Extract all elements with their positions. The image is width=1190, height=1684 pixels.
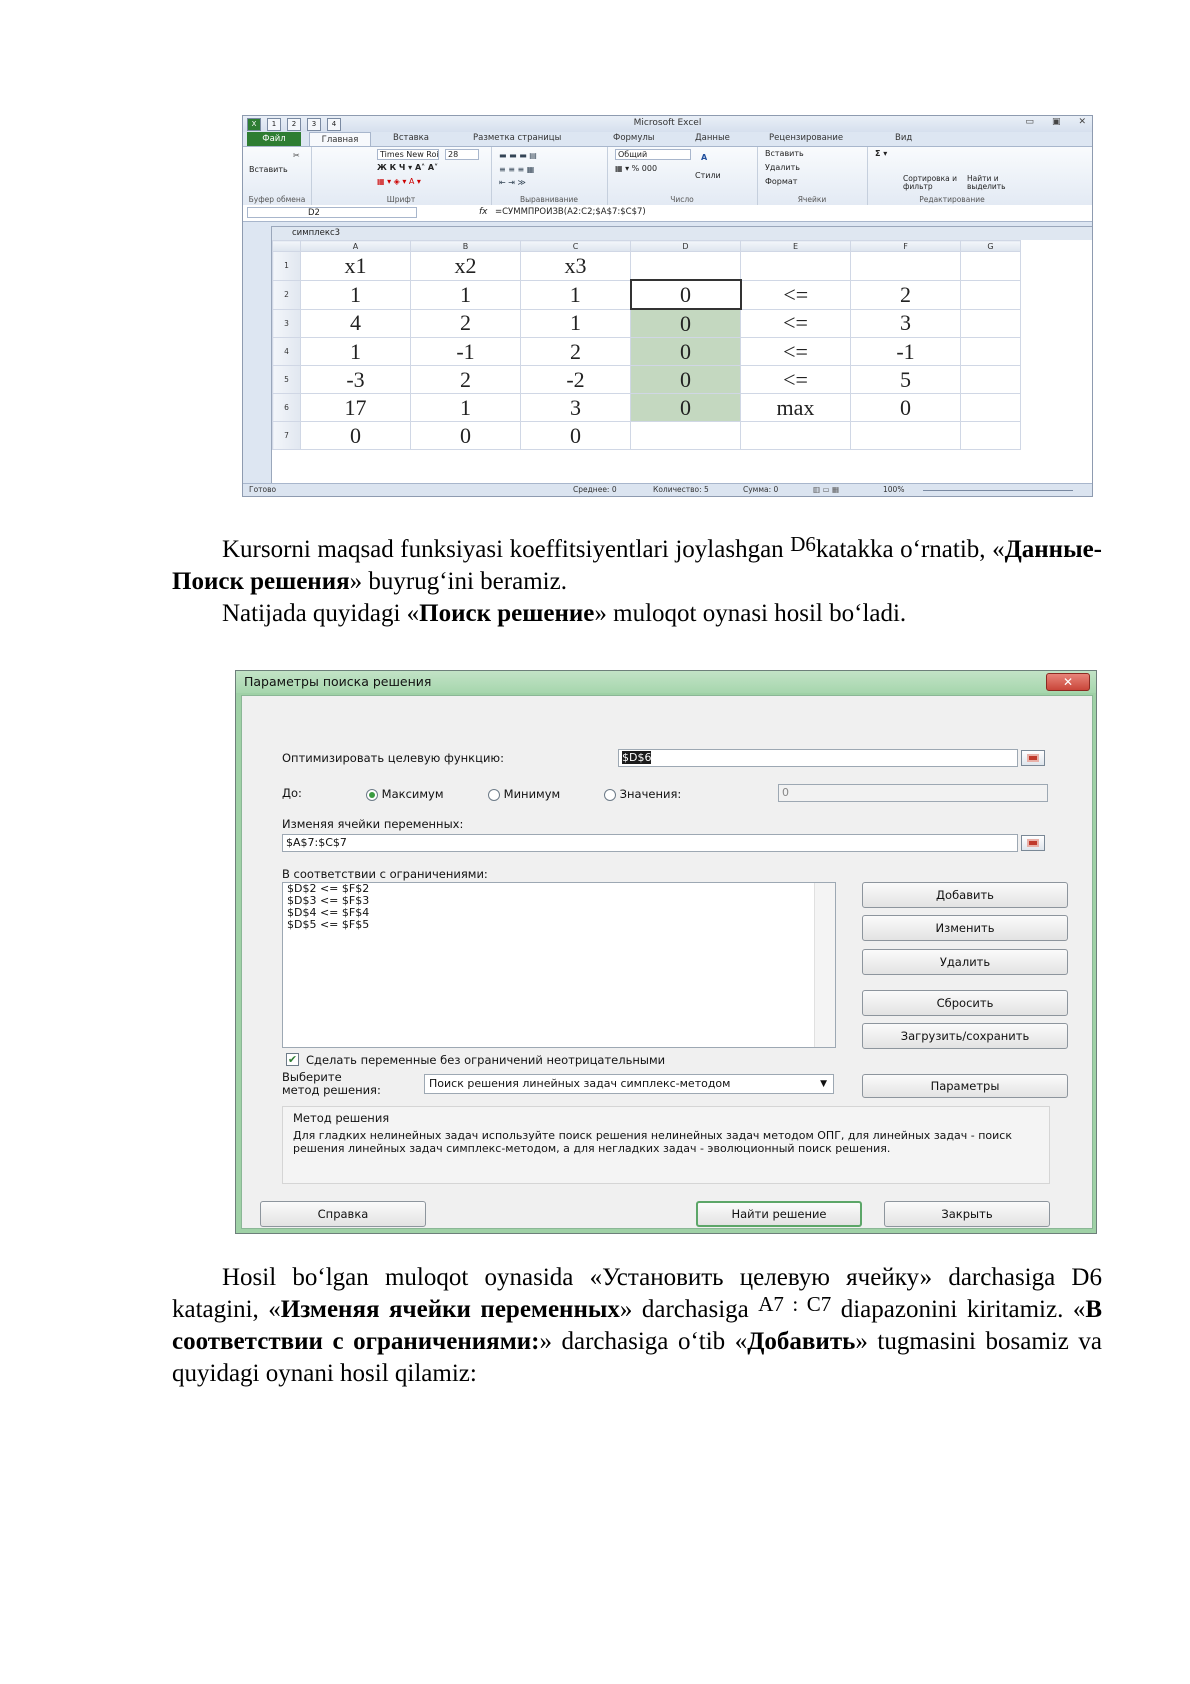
number-format-select[interactable]: Общий bbox=[615, 149, 691, 160]
number-group-label: Число bbox=[670, 195, 694, 204]
delete-button[interactable]: Удалить bbox=[862, 949, 1068, 975]
row-header[interactable]: 7 bbox=[273, 422, 301, 450]
excel-titlebar bbox=[243, 116, 1092, 132]
minimize-icon[interactable]: ▭ bbox=[1025, 117, 1034, 127]
cell[interactable]: <= bbox=[741, 280, 851, 309]
formula-bar bbox=[243, 205, 1092, 222]
sheet-row bbox=[273, 252, 1021, 281]
styles-icon[interactable]: A bbox=[701, 153, 708, 162]
workbook-title: симплекс3 bbox=[272, 227, 1093, 240]
fx-icon[interactable]: fx bbox=[479, 207, 488, 217]
column-header[interactable]: B bbox=[411, 241, 521, 252]
objective-label: Оптимизировать целевую функцию: bbox=[282, 751, 504, 765]
cell[interactable]: x3 bbox=[521, 252, 631, 281]
paragraph-2 bbox=[172, 598, 1102, 630]
radio-value[interactable] bbox=[604, 787, 681, 801]
nonneg-label: Сделать переменные без ограничений неотрицательными bbox=[306, 1053, 666, 1067]
cell[interactable]: x2 bbox=[411, 252, 521, 281]
cell[interactable]: 1 bbox=[301, 280, 411, 309]
cell[interactable] bbox=[961, 252, 1021, 281]
row-header[interactable]: 2 bbox=[273, 280, 301, 309]
radio-button-icon bbox=[366, 789, 378, 801]
method-label-line1: Выберите bbox=[282, 1070, 342, 1084]
radio-max[interactable] bbox=[366, 787, 444, 801]
bold-italic-underline-buttons[interactable]: Ж К Ч ▾ A˄ A˅ bbox=[377, 163, 439, 172]
find-select-button[interactable]: Найти и выделить bbox=[967, 174, 1006, 191]
para1-text-3: » buyrug‘ini beramiz. bbox=[349, 568, 567, 595]
cell[interactable]: <= bbox=[741, 366, 851, 394]
tab-insert[interactable]: Вставка bbox=[393, 133, 430, 143]
add-button[interactable]: Добавить bbox=[862, 882, 1068, 908]
para2-bold: Поиск решение bbox=[419, 600, 595, 627]
clipboard-group bbox=[243, 147, 312, 205]
excel-icon[interactable]: X bbox=[247, 118, 261, 131]
radio-min-label: Минимум bbox=[503, 787, 561, 801]
cell[interactable]: 2 bbox=[521, 338, 631, 366]
para3-bold-3: Добавить bbox=[747, 1328, 856, 1355]
cell[interactable]: 2 bbox=[851, 280, 961, 309]
cell[interactable]: 3 bbox=[521, 394, 631, 422]
ribbon bbox=[243, 146, 1092, 206]
select-all-corner[interactable] bbox=[273, 241, 301, 252]
view-buttons[interactable]: ▥ ▭ ▦ bbox=[813, 485, 840, 494]
method-select-value: Поиск решения линейных задач симплекс-методом bbox=[429, 1077, 731, 1090]
percent-format-button[interactable]: ▦ ▾ % 000 bbox=[615, 164, 658, 173]
cell[interactable]: 3 bbox=[851, 309, 961, 338]
radio-button-icon bbox=[488, 789, 500, 801]
radio-value-label: Значения: bbox=[619, 787, 682, 801]
cell[interactable]: x1 bbox=[301, 252, 411, 281]
cell[interactable] bbox=[631, 252, 741, 281]
column-header[interactable]: C bbox=[521, 241, 631, 252]
para3-bold-1: Изменяя ячейки переменных bbox=[280, 1296, 620, 1323]
cell[interactable]: max bbox=[741, 394, 851, 422]
paragraph-1 bbox=[172, 534, 1102, 598]
font-color-button[interactable]: ▦ ▾ ◈ ▾ A ▾ bbox=[377, 177, 421, 186]
redo-icon[interactable]: 3 bbox=[307, 118, 321, 131]
font-group-label: Шрифт bbox=[386, 195, 416, 204]
cell[interactable] bbox=[741, 422, 851, 450]
column-header-row bbox=[273, 241, 1021, 252]
method-select[interactable] bbox=[424, 1074, 834, 1094]
save-icon[interactable]: 1 bbox=[267, 118, 281, 131]
font-size-select[interactable]: 28 bbox=[445, 149, 479, 160]
paragraph-3 bbox=[172, 1262, 1102, 1390]
method-label bbox=[282, 1071, 381, 1097]
scrollbar[interactable] bbox=[814, 883, 835, 1047]
method-group-title: Метод решения bbox=[293, 1111, 390, 1125]
para1-bold-command: Данные- Поиск решения bbox=[172, 536, 1103, 595]
dialog-body bbox=[241, 695, 1093, 1229]
solve-button[interactable]: Найти решение bbox=[696, 1201, 862, 1227]
constraints-list[interactable] bbox=[282, 882, 836, 1048]
cell[interactable] bbox=[961, 338, 1021, 366]
status-bar bbox=[243, 483, 1092, 496]
close-icon[interactable]: ✕ bbox=[1046, 673, 1090, 691]
row-header[interactable]: 3 bbox=[273, 309, 301, 338]
cell[interactable]: 17 bbox=[301, 394, 411, 422]
row-header[interactable]: 4 bbox=[273, 338, 301, 366]
radio-button-icon bbox=[604, 789, 616, 801]
tab-home[interactable]: Главная bbox=[309, 132, 371, 147]
ribbon-tabs bbox=[243, 132, 1092, 146]
font-group bbox=[311, 147, 492, 205]
excel-screenshot bbox=[242, 115, 1093, 497]
cell[interactable]: <= bbox=[741, 338, 851, 366]
cell[interactable]: 5 bbox=[851, 366, 961, 394]
para1-text: Kursorni maqsad funksiyasi koeffitsiyentlari joylashgan bbox=[222, 536, 791, 563]
column-header[interactable]: A bbox=[301, 241, 411, 252]
cell[interactable]: 1 bbox=[411, 394, 521, 422]
nonneg-checkbox[interactable]: ✔ bbox=[287, 1053, 298, 1066]
alignment-group bbox=[491, 147, 608, 205]
sheet-row bbox=[273, 309, 1021, 338]
sort-filter-button[interactable]: Сортировка и фильтр bbox=[903, 174, 957, 191]
cell[interactable]: -2 bbox=[521, 366, 631, 394]
cell[interactable]: -1 bbox=[851, 338, 961, 366]
cell[interactable] bbox=[851, 422, 961, 450]
active-cell[interactable]: 0 bbox=[631, 280, 741, 309]
cell[interactable]: -1 bbox=[411, 338, 521, 366]
close-icon[interactable]: ✕ bbox=[1078, 117, 1086, 127]
radio-min[interactable] bbox=[488, 787, 560, 801]
worksheet-grid bbox=[272, 240, 1021, 450]
cell[interactable]: 2 bbox=[411, 309, 521, 338]
list-item[interactable]: $D$4 <= $F$4 bbox=[287, 906, 370, 919]
para3-text-2: » darchasiga bbox=[619, 1296, 759, 1323]
list-item[interactable]: $D$2 <= $F$2 bbox=[287, 882, 370, 895]
font-name-select[interactable]: Times New Roi bbox=[377, 149, 439, 160]
row-header[interactable]: 5 bbox=[273, 366, 301, 394]
value-of-input[interactable]: 0 bbox=[778, 784, 1048, 802]
cell[interactable]: 0 bbox=[521, 422, 631, 450]
align-icons-2[interactable]: ≡ ≡ ≡ ▦ bbox=[499, 165, 535, 174]
cell-ref-d6: D6 bbox=[790, 532, 816, 556]
formula-input[interactable]: =СУММПРОИЗВ(A2:C2;$A$7:$C$7) bbox=[495, 207, 646, 217]
reset-button[interactable]: Сбросить bbox=[862, 990, 1068, 1016]
sheet-row bbox=[273, 338, 1021, 366]
cell[interactable]: <= bbox=[741, 309, 851, 338]
name-box[interactable]: D2 bbox=[247, 207, 417, 218]
para3-text-3: diapazonini kiritamiz. « bbox=[831, 1296, 1086, 1323]
paste-button[interactable]: Вставить bbox=[249, 165, 288, 174]
undo-icon[interactable]: 2 bbox=[287, 118, 301, 131]
workbook-window bbox=[271, 226, 1093, 486]
cell[interactable] bbox=[961, 366, 1021, 394]
tab-data[interactable]: Данные bbox=[695, 133, 730, 143]
editing-group bbox=[867, 147, 1037, 205]
dialog-title: Параметры поиска решения bbox=[236, 671, 1096, 693]
parameters-button[interactable]: Параметры bbox=[862, 1074, 1068, 1098]
cell[interactable] bbox=[961, 422, 1021, 450]
cell[interactable] bbox=[961, 394, 1021, 422]
cell[interactable]: 1 bbox=[521, 309, 631, 338]
cell[interactable] bbox=[741, 252, 851, 281]
cell[interactable]: 4 bbox=[301, 309, 411, 338]
column-header[interactable]: E bbox=[741, 241, 851, 252]
para3-text-5: » tugmasini bosamiz va quyidagi oynani hosil qilamiz: bbox=[172, 1328, 1102, 1387]
para1-quote: « bbox=[992, 536, 1005, 563]
tab-page-layout[interactable]: Разметка страницы bbox=[473, 133, 562, 143]
tab-view[interactable]: Вид bbox=[895, 133, 913, 143]
column-header[interactable]: D bbox=[631, 241, 741, 252]
number-group bbox=[607, 147, 758, 205]
para3-bold-2: В соответствии с ограничениями: bbox=[172, 1296, 1103, 1355]
objective-input[interactable] bbox=[618, 749, 1018, 767]
cut-icon[interactable]: ✂ bbox=[293, 151, 300, 160]
collapse-dialog-icon[interactable] bbox=[1021, 750, 1045, 766]
selected-cell[interactable]: 0 bbox=[631, 338, 741, 366]
cells-group bbox=[757, 147, 868, 205]
cell[interactable] bbox=[961, 280, 1021, 309]
autosum-icon[interactable]: Σ ▾ bbox=[875, 149, 888, 158]
sheet-row bbox=[273, 422, 1021, 450]
cell[interactable] bbox=[631, 422, 741, 450]
changing-cells-label: Изменяя ячейки переменных: bbox=[282, 817, 464, 831]
method-description: Для гладких нелинейных задач используйте поиск решения нелинейных задач методом ОПГ, для линейных задач - поиск решения линейных задач симплекс-методом, а для негладких задач - эволюционный поиск решения. bbox=[293, 1129, 1012, 1155]
range-ref: A7 : C7 bbox=[758, 1292, 832, 1316]
editing-group-label: Редактирование bbox=[919, 195, 985, 204]
cell[interactable]: 1 bbox=[301, 338, 411, 366]
cell[interactable]: 1 bbox=[411, 280, 521, 309]
sheet-row bbox=[273, 366, 1021, 394]
column-header[interactable]: G bbox=[961, 241, 1021, 252]
zoom-level[interactable]: 100% bbox=[883, 485, 905, 494]
change-button[interactable]: Изменить bbox=[862, 915, 1068, 941]
constraints-label: В соответствии с ограничениями: bbox=[282, 867, 488, 881]
chevron-down-icon: ▼ bbox=[820, 1079, 827, 1089]
column-header[interactable]: F bbox=[851, 241, 961, 252]
cell[interactable]: 1 bbox=[521, 280, 631, 309]
list-item[interactable]: $D$5 <= $F$5 bbox=[287, 918, 370, 931]
cell[interactable]: 0 bbox=[301, 422, 411, 450]
sheet-row bbox=[273, 280, 1021, 309]
clipboard-label: Буфер обмена bbox=[248, 195, 306, 204]
styles-button[interactable]: Стили bbox=[695, 171, 721, 180]
selected-cell[interactable]: 0 bbox=[631, 394, 741, 422]
cell[interactable]: 0 bbox=[851, 394, 961, 422]
cells-group-label: Ячейки bbox=[797, 195, 827, 204]
alignment-group-label: Выравнивание bbox=[519, 195, 579, 204]
para3-text-4: » darchasiga o‘tib « bbox=[539, 1328, 748, 1355]
close-button[interactable]: Закрыть bbox=[884, 1201, 1050, 1227]
para1-text-2: katakka o‘rnatib, bbox=[815, 536, 986, 563]
align-icons[interactable]: ▬ ▬ ▬ ▤ bbox=[499, 151, 537, 160]
status-count: Количество: 5 bbox=[653, 485, 709, 494]
quick-print-icon[interactable]: 4 bbox=[327, 118, 341, 131]
maximize-icon[interactable]: ▣ bbox=[1051, 117, 1061, 127]
method-label-line2: метод решения: bbox=[282, 1083, 381, 1097]
status-average: Среднее: 0 bbox=[573, 485, 617, 494]
zoom-slider[interactable] bbox=[923, 490, 1073, 491]
cell[interactable]: 0 bbox=[411, 422, 521, 450]
para2-text: Natijada quyidagi « bbox=[222, 600, 420, 627]
tab-formulas[interactable]: Формулы bbox=[613, 133, 655, 143]
method-description-group bbox=[282, 1106, 1050, 1184]
list-item[interactable]: $D$3 <= $F$3 bbox=[287, 894, 370, 907]
collapse-dialog-icon[interactable] bbox=[1021, 835, 1045, 851]
cell[interactable]: -3 bbox=[301, 366, 411, 394]
selected-cell[interactable]: 0 bbox=[631, 366, 741, 394]
para3-text: Hosil bo‘lgan muloqot oynasida «Установить целевую ячейку» darchasiga D6 katagini, « bbox=[172, 1264, 1102, 1323]
load-save-button[interactable]: Загрузить/сохранить bbox=[862, 1023, 1068, 1049]
cell[interactable]: 2 bbox=[411, 366, 521, 394]
cell[interactable] bbox=[851, 252, 961, 281]
delete-cells-button[interactable]: Удалить bbox=[765, 163, 800, 172]
indent-icons[interactable]: ⇤ ⇥ ≫ bbox=[499, 178, 526, 187]
objective-value: $D$6 bbox=[622, 751, 652, 764]
status-ready: Готово bbox=[249, 485, 277, 494]
status-sum: Сумма: 0 bbox=[743, 485, 779, 494]
solver-dialog bbox=[235, 670, 1097, 1234]
selected-cell[interactable]: 0 bbox=[631, 309, 741, 338]
format-cells-button[interactable]: Формат bbox=[765, 177, 798, 186]
tab-file[interactable]: Файл bbox=[247, 132, 301, 146]
insert-cells-button[interactable]: Вставить bbox=[765, 149, 804, 158]
excel-window-title: Microsoft Excel bbox=[633, 118, 702, 128]
help-button[interactable]: Справка bbox=[260, 1201, 426, 1227]
radio-max-label: Максимум bbox=[381, 787, 444, 801]
changing-cells-input[interactable]: $A$7:$C$7 bbox=[282, 834, 1018, 852]
row-header[interactable]: 1 bbox=[273, 252, 301, 281]
sheet-row bbox=[273, 394, 1021, 422]
row-header[interactable]: 6 bbox=[273, 394, 301, 422]
to-label: До: bbox=[282, 786, 302, 800]
para2-text-2: » muloqot oynasi hosil bo‘ladi. bbox=[594, 600, 907, 627]
cell[interactable] bbox=[961, 309, 1021, 338]
tab-review[interactable]: Рецензирование bbox=[769, 133, 844, 143]
